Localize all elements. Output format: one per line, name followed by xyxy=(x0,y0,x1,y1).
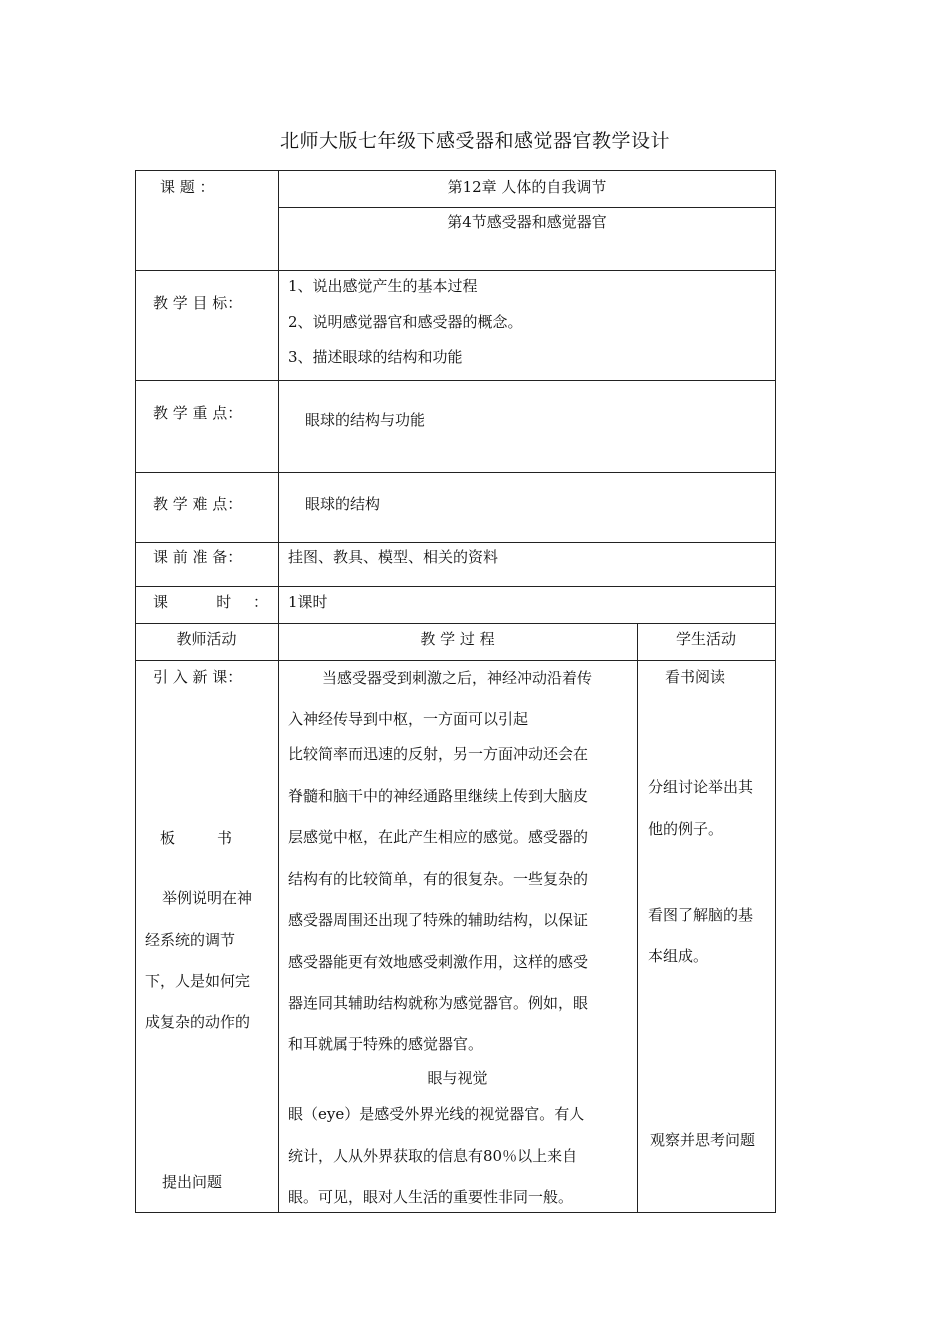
duration-label: 课 时： xyxy=(153,593,268,611)
teacher-intro: 引 入 新 课： xyxy=(153,668,243,686)
section-title: 第4节感受器和感觉器官 xyxy=(447,213,607,231)
teacher-question: 提出问题 xyxy=(162,1173,223,1191)
objectives-label: 教 学 目 标： xyxy=(153,294,243,312)
objective-item: 1、说出感觉产生的基本过程 xyxy=(288,277,478,295)
process-line: 层感觉中枢，在此产生相应的感觉。感受器的 xyxy=(288,828,589,846)
student-discuss-line: 分组讨论举出其 xyxy=(648,778,754,796)
process-line: 和耳就属于特殊的感觉器官。 xyxy=(288,1035,484,1053)
chapter-title: 第12章 人体的自我调节 xyxy=(447,178,607,196)
eye-line: 统计，人从外界获取的信息有80％以上来自 xyxy=(288,1147,578,1165)
process-line: 感受器周围还出现了特殊的辅助结构，以保证 xyxy=(288,911,589,929)
eye-vision-subheading: 眼与视觉 xyxy=(427,1069,488,1087)
duration-value: 1课时 xyxy=(288,593,328,611)
difficulty-value: 眼球的结构 xyxy=(305,495,381,513)
header-teacher: 教师活动 xyxy=(176,630,237,648)
key-point-label: 教 学 重 点： xyxy=(153,404,243,422)
preparation-value: 挂图、教具、模型、相关的资料 xyxy=(288,548,499,566)
process-line: 脊髓和脑干中的神经通路里继续上传到大脑皮 xyxy=(288,787,589,805)
student-observe: 观察并思考问题 xyxy=(650,1131,756,1149)
teacher-example-line: 下，人是如何完 xyxy=(145,972,251,990)
eye-line: 眼。可见，眼对人生活的重要性非同一般。 xyxy=(288,1188,574,1206)
eye-line: 眼（eye）是感受外界光线的视觉器官。有人 xyxy=(288,1105,585,1123)
teacher-example-line: 经系统的调节 xyxy=(145,931,236,949)
document-title: 北师大版七年级下感受器和感觉器官教学设计 xyxy=(279,130,670,152)
preparation-label: 课 前 准 备： xyxy=(153,548,243,566)
process-line: 比较简率而迅速的反射，另一方面冲动还会在 xyxy=(288,745,589,763)
key-point-value: 眼球的结构与功能 xyxy=(305,411,426,429)
student-read: 看书阅读 xyxy=(665,668,726,686)
header-process: 教 学 过 程 xyxy=(420,630,495,648)
teacher-example-line: 成复杂的动作的 xyxy=(145,1013,251,1031)
process-line: 当感受器受到刺激之后，神经冲动沿着传 xyxy=(322,669,593,687)
student-look-line: 看图了解脑的基 xyxy=(648,906,754,924)
objective-item: 2、说明感觉器官和感受器的概念。 xyxy=(288,313,523,331)
difficulty-label: 教 学 难 点： xyxy=(153,495,243,513)
objective-item: 3、描述眼球的结构和功能 xyxy=(288,348,463,366)
process-line: 入神经传导到中枢，一方面可以引起 xyxy=(288,710,529,728)
student-discuss-line: 他的例子。 xyxy=(648,820,724,838)
teacher-example-line: 举例说明在神 xyxy=(162,889,253,907)
process-line: 感受器能更有效地感受刺激作用，这样的感受 xyxy=(288,953,589,971)
header-student: 学生活动 xyxy=(675,630,736,648)
process-line: 器连同其辅助结构就称为感觉器官。例如，眼 xyxy=(288,994,589,1012)
topic-label: 课 题 ： xyxy=(160,178,215,196)
process-line: 结构有的比较简单，有的很复杂。一些复杂的 xyxy=(288,870,589,888)
student-look-line: 本组成。 xyxy=(648,947,709,965)
teacher-board: 板 书 xyxy=(160,829,240,847)
